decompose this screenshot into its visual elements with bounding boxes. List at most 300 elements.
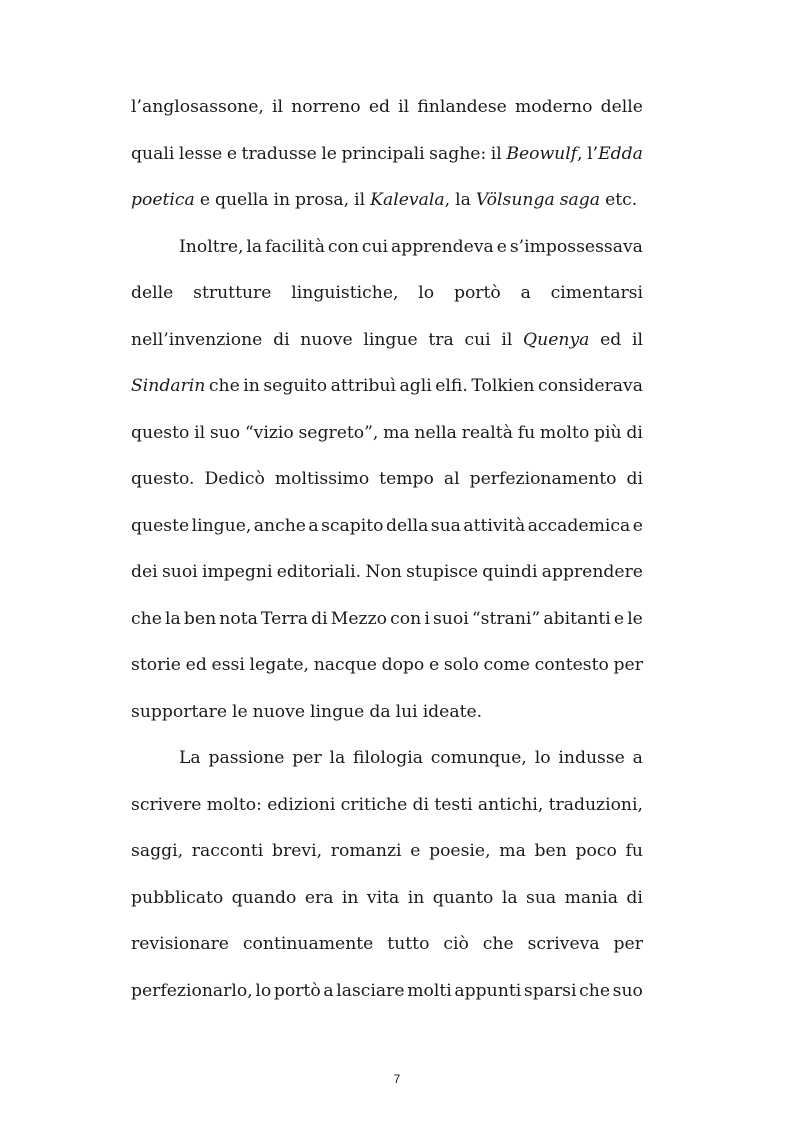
text: elfi. <box>435 376 468 396</box>
text: a <box>632 748 643 768</box>
word <box>292 735 321 782</box>
italic-text: Kalevala <box>370 190 445 210</box>
text: con <box>327 236 359 257</box>
word <box>243 921 373 968</box>
text: s’impossessava <box>509 236 643 257</box>
word <box>600 317 621 364</box>
word <box>383 410 410 457</box>
word <box>435 363 468 410</box>
word <box>243 363 260 410</box>
text: filologia <box>353 748 423 768</box>
text: accademica <box>527 515 631 536</box>
text: ben <box>183 608 217 629</box>
word <box>261 596 308 643</box>
text: questo <box>131 422 190 443</box>
word <box>626 828 643 875</box>
italic-text: Quenya <box>523 329 590 350</box>
text: tutto <box>387 934 430 954</box>
word <box>462 410 513 457</box>
text: Terra <box>261 608 308 629</box>
word <box>463 503 525 550</box>
text: la <box>455 190 471 210</box>
word <box>131 689 227 736</box>
word <box>363 317 417 364</box>
text: lasciare <box>336 980 405 1001</box>
word <box>471 363 534 410</box>
word <box>627 596 643 643</box>
word <box>472 596 540 643</box>
word <box>267 782 335 829</box>
word <box>406 549 478 596</box>
text-line <box>131 689 643 736</box>
text-line <box>131 363 643 410</box>
word <box>242 131 317 178</box>
text: i <box>424 608 430 629</box>
text: della <box>385 515 429 536</box>
word <box>298 410 378 457</box>
italic-text: Völsunga <box>475 190 555 210</box>
word <box>184 596 216 643</box>
text: principali <box>341 143 425 164</box>
word <box>341 782 408 829</box>
word <box>418 270 434 317</box>
text: lingue <box>363 329 418 350</box>
text: appunti <box>454 980 522 1001</box>
text: quanto <box>432 887 494 908</box>
word <box>626 875 643 922</box>
word <box>414 410 456 457</box>
text: e <box>226 143 238 164</box>
word <box>311 596 328 643</box>
text: lo <box>255 980 272 1001</box>
word <box>484 642 530 689</box>
word <box>131 270 173 317</box>
word <box>310 689 364 736</box>
text: nell’invenzione <box>131 329 263 350</box>
text: considerava <box>538 376 643 396</box>
word <box>367 875 399 922</box>
text: e <box>410 841 421 861</box>
text: agli <box>399 376 432 396</box>
text: nacque <box>313 655 377 675</box>
document-body <box>131 84 643 1014</box>
word <box>434 782 472 829</box>
text: che <box>208 376 240 396</box>
text: attribuì <box>330 376 396 396</box>
word <box>131 642 181 689</box>
word <box>321 131 337 178</box>
word <box>558 735 624 782</box>
word <box>131 410 189 457</box>
word <box>232 875 297 922</box>
text: mania <box>564 887 618 908</box>
text: lo <box>534 748 551 768</box>
text: e <box>613 608 625 629</box>
text: e <box>496 236 507 257</box>
text: Mezzo <box>330 608 388 629</box>
text: per <box>292 748 322 768</box>
word <box>535 828 567 875</box>
word <box>369 84 390 131</box>
text: lo <box>418 283 435 303</box>
text: sua <box>430 515 461 536</box>
word <box>131 828 183 875</box>
text: a <box>520 283 531 303</box>
text: il <box>354 190 366 210</box>
word <box>444 456 460 503</box>
word <box>275 456 369 503</box>
word <box>192 828 264 875</box>
text-line <box>131 224 643 271</box>
word <box>179 131 222 178</box>
word <box>131 177 195 224</box>
word <box>328 224 359 271</box>
text: la <box>501 887 518 908</box>
text: cui <box>361 236 389 257</box>
word <box>131 131 174 178</box>
word <box>273 177 290 224</box>
word <box>362 224 388 271</box>
word <box>482 549 537 596</box>
text: racconti <box>191 841 264 861</box>
text: la <box>246 236 263 257</box>
text: linguistiche, <box>291 283 399 303</box>
text-line <box>131 410 643 457</box>
word <box>407 968 452 1015</box>
word <box>291 270 398 317</box>
text: tra <box>428 329 454 350</box>
text: suo <box>209 422 241 443</box>
text-line <box>131 875 643 922</box>
word <box>565 875 618 922</box>
text: traduzioni, <box>548 794 643 815</box>
text: fu <box>625 841 643 861</box>
text: ma <box>499 841 526 861</box>
word <box>329 735 345 782</box>
word <box>398 84 409 131</box>
word <box>308 503 318 550</box>
text: come <box>483 655 530 675</box>
word <box>551 270 643 317</box>
text: la <box>329 748 346 768</box>
text: dei <box>131 562 158 582</box>
text: Tolkien <box>471 376 535 396</box>
word <box>535 735 551 782</box>
word <box>613 968 643 1015</box>
text-line <box>131 828 643 875</box>
text: moderno <box>514 97 593 117</box>
text: lui <box>395 701 418 722</box>
text: nella <box>414 422 457 443</box>
word <box>179 224 243 271</box>
word <box>444 642 479 689</box>
text: continuamente <box>242 934 374 954</box>
word <box>433 875 494 922</box>
text: testi <box>434 794 473 815</box>
word <box>202 549 273 596</box>
word <box>396 689 418 736</box>
text-line <box>131 782 643 829</box>
text: e <box>632 515 643 536</box>
text: essi <box>211 655 245 675</box>
text: passione <box>208 748 285 768</box>
word <box>549 782 643 829</box>
text: in <box>407 887 425 908</box>
text: che <box>131 608 162 629</box>
word <box>274 968 321 1015</box>
word <box>131 363 205 410</box>
text: editoriali. <box>276 562 362 582</box>
text: ben <box>534 841 567 861</box>
text: le <box>627 608 643 629</box>
text: queste <box>131 515 190 536</box>
word <box>323 968 333 1015</box>
text: in <box>273 190 291 210</box>
text-line <box>131 317 643 364</box>
word <box>594 410 622 457</box>
text: , <box>577 143 583 164</box>
word <box>165 596 181 643</box>
text: critiche <box>340 794 408 815</box>
word <box>272 828 322 875</box>
word <box>210 410 240 457</box>
word <box>408 875 425 922</box>
word <box>354 177 365 224</box>
word <box>626 410 643 457</box>
text: supportare <box>131 701 227 722</box>
text: pubblicato <box>131 887 224 908</box>
text: apprendeva <box>390 236 494 257</box>
word <box>633 503 643 550</box>
italic-text: saga <box>559 190 601 210</box>
text-line <box>131 968 643 1015</box>
word <box>518 410 535 457</box>
word <box>331 828 402 875</box>
text: scriveva <box>527 934 600 954</box>
word <box>528 503 631 550</box>
text: a <box>308 515 319 536</box>
word <box>400 363 432 410</box>
text-line <box>131 503 643 550</box>
word <box>431 503 461 550</box>
word <box>601 84 643 131</box>
text: prosa, <box>295 190 350 210</box>
text: poesie, <box>429 841 491 861</box>
word <box>162 549 198 596</box>
text: per <box>613 934 643 954</box>
word <box>219 596 258 643</box>
text-line <box>131 456 643 503</box>
word <box>272 84 283 131</box>
word <box>250 642 309 689</box>
word <box>491 131 502 178</box>
text: perfezionarlo, <box>131 980 253 1001</box>
word <box>342 875 359 922</box>
word <box>131 549 158 596</box>
word <box>232 689 248 736</box>
text: il <box>398 97 410 117</box>
text: suoi <box>161 562 198 582</box>
text: di <box>626 887 643 908</box>
text: attività <box>463 515 526 536</box>
text: quali <box>131 143 175 164</box>
text-line <box>131 131 643 178</box>
text: era <box>304 887 334 908</box>
text: lesse <box>178 143 223 164</box>
word <box>207 782 262 829</box>
word <box>506 131 582 178</box>
text: delle <box>600 97 643 117</box>
text: suo <box>612 980 643 1001</box>
text: quella <box>214 190 269 210</box>
text: scrivere <box>131 794 202 815</box>
word <box>483 921 514 968</box>
word <box>470 456 617 503</box>
text-line <box>131 84 643 131</box>
word <box>501 317 512 364</box>
word <box>186 642 207 689</box>
word <box>131 968 253 1015</box>
word <box>502 875 518 922</box>
word <box>342 131 425 178</box>
text: molto: <box>206 794 262 815</box>
text: che <box>579 980 611 1001</box>
text: storie <box>131 655 181 675</box>
text: saghe: <box>429 143 487 164</box>
italic-text: poetica <box>131 190 195 210</box>
text: indusse <box>558 748 625 768</box>
text: “strani” <box>471 608 541 629</box>
word <box>265 224 325 271</box>
word <box>538 363 643 410</box>
text: il <box>501 329 513 350</box>
word <box>263 363 327 410</box>
text: di <box>412 794 430 815</box>
text: nota <box>219 608 258 629</box>
word <box>369 689 390 736</box>
text: romanzi <box>330 841 402 861</box>
text: lingue, <box>191 515 252 536</box>
word <box>295 177 349 224</box>
text: scapito <box>321 515 384 536</box>
text: la <box>165 608 181 629</box>
word <box>208 735 284 782</box>
word <box>277 549 361 596</box>
word <box>305 875 334 922</box>
word <box>499 828 526 875</box>
word <box>528 921 600 968</box>
word <box>300 317 352 364</box>
word <box>627 456 644 503</box>
text: dopo <box>381 655 425 675</box>
word <box>560 177 600 224</box>
text: poco <box>575 841 617 861</box>
text: le <box>321 143 337 164</box>
text: di <box>626 422 643 443</box>
text: con <box>390 608 422 629</box>
text: abitanti <box>543 608 611 629</box>
word <box>632 317 643 364</box>
word <box>433 596 469 643</box>
word <box>417 84 507 131</box>
text: le <box>232 701 248 722</box>
word <box>245 410 294 457</box>
word <box>204 456 264 503</box>
text: seguito <box>263 376 328 396</box>
text: segreto”, <box>298 422 379 443</box>
text: Inoltre, <box>179 236 244 257</box>
text: comunque, <box>430 748 527 768</box>
text: in <box>243 376 260 396</box>
text: a <box>323 980 334 1001</box>
word <box>455 177 471 224</box>
text: questo. <box>131 469 195 489</box>
word <box>379 456 434 503</box>
word <box>179 735 201 782</box>
word <box>443 921 468 968</box>
word <box>523 317 589 364</box>
word <box>131 596 162 643</box>
page-number: 7 <box>393 1072 401 1086</box>
word <box>633 735 643 782</box>
text: più <box>594 422 622 443</box>
text: “vizio <box>244 422 294 443</box>
text: strutture <box>193 283 272 303</box>
text: nuove <box>252 701 306 722</box>
word <box>391 224 494 271</box>
word <box>209 363 240 410</box>
word <box>540 410 589 457</box>
word <box>273 317 290 364</box>
word <box>215 177 268 224</box>
text-line <box>131 549 643 596</box>
word <box>524 968 577 1015</box>
text: apprendere <box>541 562 643 582</box>
word <box>353 735 423 782</box>
word <box>131 317 262 364</box>
text: tradusse <box>241 143 317 164</box>
text: ciò <box>443 934 469 954</box>
word <box>192 503 252 550</box>
word <box>194 410 205 457</box>
text: portò <box>273 980 321 1001</box>
italic-text: Beowulf <box>506 143 578 164</box>
text: contesto <box>534 655 609 675</box>
word <box>321 503 383 550</box>
text-line <box>131 735 643 782</box>
word <box>464 317 490 364</box>
text: l’anglosassone, <box>131 97 264 117</box>
text: e <box>199 190 210 210</box>
text: facilità <box>265 236 325 257</box>
word <box>476 177 555 224</box>
word <box>370 177 450 224</box>
text-line <box>131 270 643 317</box>
text: cui <box>464 329 491 350</box>
word <box>246 224 262 271</box>
text: da <box>369 701 391 722</box>
word <box>614 921 643 968</box>
word <box>253 689 305 736</box>
text: al <box>443 469 460 489</box>
text: ed <box>600 329 622 350</box>
text: quindi <box>482 562 538 582</box>
text: finlandese <box>417 97 507 117</box>
text: stupisce <box>406 562 479 582</box>
text: di <box>311 608 328 629</box>
word <box>424 596 430 643</box>
text: ideate. <box>422 701 483 722</box>
